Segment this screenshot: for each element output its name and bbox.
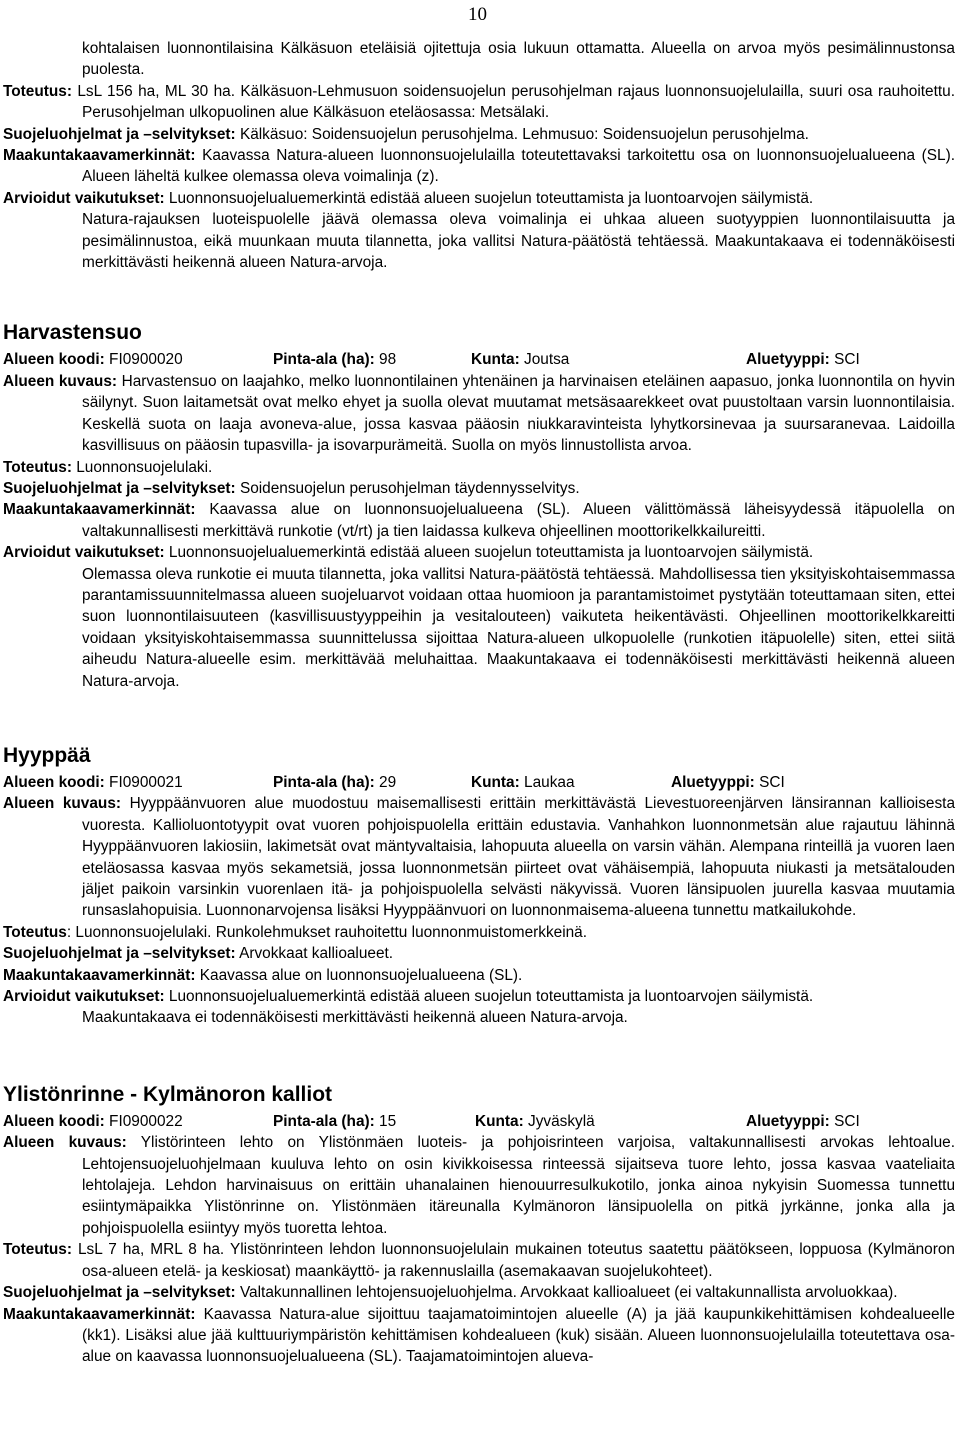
maakunta-label: Maakuntakaavamerkinnät: bbox=[3, 1305, 196, 1323]
maakunta-label: Maakuntakaavamerkinnät: bbox=[3, 147, 196, 165]
toteutus-text: LsL 156 ha, ML 30 ha. Kälkäsuon-Lehmusuon soidensuojelun perusohjelman rajaus luonnonsuojelulailla, suuri osa rauhoitettu. Perusohjelman ulkopuolinen alue Kälkäsuon eteläosassa: Metsälaki. bbox=[77, 82, 955, 122]
toteutus-label: Toteutus: bbox=[3, 82, 72, 100]
toteutus-paragraph bbox=[3, 1239, 955, 1282]
toteutus-text: Luonnonsuojelulaki. bbox=[76, 458, 213, 476]
toteutus-text: LsL 7 ha, MRL 8 ha. Ylistönrinteen lehdon luonnonsuojelulain mukainen toteutus saatettu päätökseen, loppuosa (Kylmänoron osa-alueen etelä- ja keskiosat) maankäyttö- ja rakennuslailla (asemakaavan suojelukohteet). bbox=[78, 1241, 955, 1280]
pinta-label: Pinta-ala (ha): bbox=[273, 351, 375, 369]
toteutus-paragraph bbox=[3, 457, 955, 478]
suojelu-paragraph bbox=[3, 943, 955, 964]
kuvaus-label: Alueen kuvaus: bbox=[3, 795, 122, 813]
kuvaus-paragraph bbox=[3, 1132, 955, 1239]
arvio-text: Luonnonsuojelualuemerkintä edistää alueen suojelun toteuttamista ja luontoarvojen säilymistä. bbox=[168, 544, 814, 562]
arvio-cont-paragraph: Olemassa oleva runkotie ei muuta tilannetta, joka vallitsi Natura-päätöstä tehtäessä. Mahdollisessa tien yksityiskohtaisemmassa parantamissuunnitelmassa alueen suojeluarvot voidaan ottaa huomioon ja parantamistoimet pystytään toteuttamaan siten, ettei suon luonnontilaisuuteen (kasvillisuustyyppeihin ja vesitalouteen) vaikuteta heikentävästi. Ohjeellinen moottorikelkkareitti voidaan yksityiskohtaisemmassa suunnittelussa sijoittaa Natura-alueen ulkopuolelle (runkotien itäpuolelle) siten, ettei siitä aiheudu Natura-alueelle esim. merkittävää meluhaittaa. Maakuntakaava ei todennäköisesti merkittävästi heikennä alueen Natura-arvoja. bbox=[82, 565, 955, 690]
toteutus-label: Toteutus: bbox=[3, 1241, 72, 1259]
suojelu-text: Kälkäsuo: Soidensuojelun perusohjelma. Lehmusuo: Soidensuojelun perusohjelma. bbox=[239, 125, 809, 143]
tyyppi-value: SCI bbox=[834, 1112, 860, 1130]
site-meta-row bbox=[3, 349, 955, 370]
kunta-label: Kunta: bbox=[471, 351, 520, 369]
suojelu-label: Suojeluohjelmat ja –selvitykset: bbox=[3, 125, 236, 143]
maakunta-paragraph bbox=[3, 499, 955, 542]
arvio-paragraph bbox=[3, 542, 955, 563]
koodi-label: Alueen koodi: bbox=[3, 1112, 105, 1130]
koodi-label: Alueen koodi: bbox=[3, 351, 105, 369]
suojelu-paragraph bbox=[3, 1282, 955, 1303]
kunta-label: Kunta: bbox=[475, 1112, 524, 1130]
intro-maakunta bbox=[3, 145, 955, 188]
kuvaus-paragraph bbox=[3, 371, 955, 457]
tyyppi-value: SCI bbox=[834, 351, 860, 369]
kuvaus-text: Ylistörinteen lehto on Ylistönmäen luoteis- ja pohjoisrinteen varjoisa, valtakunnallisesti arvokas lehtoalue. Lehtojensuojeluohjelmaan kuuluva lehto on osin kivikkoisessa rinteessä sijaitseva tuore lehto, jossa kasvaa vaateliaita lehtolajeja. Lehdon harvinaisuus on erittäin uhanalainen hienouurresulkukotilo, jonka ainoa nykyisin Suomessa tunnettu esiintymäpaikka Ylistönrinne on. Ylistönmäen itäreunalla Kylmänoron länsipuolella on pitkä jyrkänne, jonka alla ja pohjoispuolella esiintyy myös tuoretta lehtoa. bbox=[82, 1134, 955, 1237]
toteutus-label: Toteutus bbox=[3, 923, 67, 941]
section-title: Ylistönrinne - Kylmänoron kalliot bbox=[3, 1082, 333, 1106]
maakunta-text: Kaavassa alue on luonnonsuojelualueena (SL). bbox=[199, 966, 523, 984]
suojelu-text: Soidensuojelun perusohjelman täydennysselvitys. bbox=[239, 479, 580, 497]
kunta-value: Laukaa bbox=[524, 773, 575, 791]
maakunta-paragraph bbox=[3, 1304, 955, 1368]
kuvaus-label: Alueen kuvaus: bbox=[3, 1134, 127, 1152]
tyyppi-value: SCI bbox=[759, 773, 785, 791]
toteutus-label: Toteutus: bbox=[3, 458, 72, 476]
arvio-label: Arvioidut vaikutukset: bbox=[3, 544, 165, 562]
suojelu-label: Suojeluohjelmat ja –selvitykset: bbox=[3, 945, 236, 963]
tyyppi-label: Aluetyyppi: bbox=[746, 351, 830, 369]
intro-suojelu bbox=[3, 124, 955, 145]
pinta-value: 15 bbox=[379, 1112, 397, 1130]
maakunta-label: Maakuntakaavamerkinnät: bbox=[3, 501, 196, 519]
suojelu-text: Valtakunnallinen lehtojensuojeluohjelma. Arvokkaat kallioalueet (ei valtakunnallista arvoluokkaa). bbox=[239, 1284, 898, 1302]
kuvaus-text: Hyyppäänvuoren alue muodostuu maisemallisesti erittäin merkittävästä Lievestuoreenjärven länsirannan kallioisesta vuoresta. Kallioluontotyypit ovat vuoren pohjoispuolella erittäin edustavia. Vanhahkon luonnonmetsän alue rajautuu lähinnä Hyyppäänvuoren lakiosiin, lakimetsät ovat mäntyvaltaisia, lahopuuta alueella on varsin vähän. Alempana rinteillä ja vuoren laen eteläosassa kasvaa myös sekametsiä, jossa luonnonmetsän piirteet ovat vähäisempiä, lahopuuta niukasti ja metsätalouden jäljet paikoin varsinkin vuorenlaen itä- ja pohjoispuolella selvästi näkyvissä. Vuoren länsipuolen juurella kasvaa muutamia runsaslahopuisia. Luonnonarvojensa lisäksi Hyyppäänvuori on luonnonmaisema-alueena tunnettu matkailukohde. bbox=[82, 795, 956, 920]
kunta-value: Joutsa bbox=[524, 351, 570, 369]
kuvaus-label: Alueen kuvaus: bbox=[3, 372, 118, 390]
koodi-value: FI0900021 bbox=[109, 773, 183, 791]
koodi-label: Alueen koodi: bbox=[3, 773, 105, 791]
koodi-value: FI0900020 bbox=[109, 351, 183, 369]
koodi-value: FI0900022 bbox=[109, 1112, 183, 1130]
arvio-text: Luonnonsuojelualuemerkintä edistää alueen suojelun toteuttamista ja luontoarvojen säilymistä. bbox=[168, 988, 814, 1006]
section-hyyppaa bbox=[3, 743, 955, 1029]
kunta-label: Kunta: bbox=[471, 773, 520, 791]
maakunta-label: Maakuntakaavamerkinnät: bbox=[3, 966, 196, 984]
kuvaus-paragraph bbox=[3, 793, 955, 921]
maakunta-text: Kaavassa Natura-alue sijoittuu taajamatoimintojen alueelle (A) ja jää kaupunkikehittämisen kohdealueelle (kk1). Lisäksi alue jää kulttuuriympäristön kehittämisen kohdealueen (kuk) sisään. Alueen luonnonsuojelulailla toteutettava osa-alue on kaavassa luonnonsuojelualueena (SL). Taajamatoimintojen alueva- bbox=[82, 1305, 955, 1366]
suojelu-paragraph bbox=[3, 478, 955, 499]
maakunta-paragraph bbox=[3, 965, 955, 986]
intro-section bbox=[3, 38, 955, 273]
suojelu-text: Arvokkaat kallioalueet. bbox=[239, 945, 394, 963]
maakunta-text: Kaavassa Natura-alueen luonnonsuojelulailla toteutettavaksi tarkoitettu osa on luonnonsuojelualueena (SL). Alueen läheltä kulkee olemassa oleva voimalinja (z). bbox=[82, 147, 955, 186]
pinta-label: Pinta-ala (ha): bbox=[273, 1112, 375, 1130]
section-harvastensuo bbox=[3, 320, 955, 692]
section-title: Harvastensuo bbox=[3, 321, 142, 345]
tyyppi-label: Aluetyyppi: bbox=[746, 1112, 830, 1130]
intro-arvio bbox=[3, 188, 955, 209]
arvio-label: Arvioidut vaikutukset: bbox=[3, 988, 165, 1006]
arvio-text: Luonnonsuojelualuemerkintä edistää alueen suojelun toteuttamista ja luontoarvojen säilymistä. bbox=[168, 189, 814, 207]
document-body bbox=[3, 38, 955, 1368]
intro-arvio-cont: Natura-rajauksen luoteispuolelle jäävä olemassa oleva voimalinja ei uhkaa alueen suotyyppien luonnontilaisuutta ja pesimälinnustoa, eikä muunkaan muuta tilannetta, joka vallitsi Natura-päätöstä tehtäessä. Maakuntakaava ei todennäköisesti merkittävästi heikennä alueen Natura-arvoja. bbox=[82, 211, 955, 272]
pinta-label: Pinta-ala (ha): bbox=[273, 773, 375, 791]
kunta-value: Jyväskylä bbox=[528, 1112, 595, 1130]
intro-toteutus bbox=[3, 81, 955, 124]
suojelu-label: Suojeluohjelmat ja –selvitykset: bbox=[3, 1284, 236, 1302]
section-title: Hyyppää bbox=[3, 743, 91, 767]
tyyppi-label: Aluetyyppi: bbox=[671, 773, 755, 791]
pinta-value: 98 bbox=[379, 351, 397, 369]
arvio-paragraph bbox=[3, 986, 955, 1007]
toteutus-text: : Luonnonsuojelulaki. Runkolehmukset rauhoitettu luonnonmuistomerkkeinä. bbox=[66, 923, 588, 941]
site-meta-row bbox=[3, 1111, 955, 1132]
page-number: 10 bbox=[468, 4, 487, 25]
site-meta-row bbox=[3, 772, 955, 793]
section-ylistonrinne bbox=[3, 1082, 955, 1368]
maakunta-text: Kaavassa alue on luonnonsuojelualueena (SL). Alueen välittömässä läheisyydessä itäpuolella on valtakunnallisesti merkittävä runkotie (vt/rt) ja tien laidassa kulkeva ohjeellinen moottorikelkkailureitti. bbox=[82, 501, 955, 540]
pinta-value: 29 bbox=[379, 773, 397, 791]
kuvaus-text: Harvastensuo on laajahko, melko luonnontilainen yhtenäinen ja harvinaisen eteläinen aapasuo, jonka luonnontila on hyvin säilynyt. Suon laitametsät ovat melko ehyet ja suolla olevat muutamat metsäsaarekkeet ovat puustoltaan varsin luonnontilaisia. Keskellä suota on laaja avoneva-alue, jossa kasvaa pääosin niukkaravinteista lyhytkorsinevaa ja suursaranevaa. Laidoilla kasvillisuus on pääosin tupasvilla- ja isovarpurämeitä. Suolla on myös linnustollista arvoa. bbox=[82, 372, 955, 455]
toteutus-paragraph bbox=[3, 922, 955, 943]
suojelu-label: Suojeluohjelmat ja –selvitykset: bbox=[3, 479, 236, 497]
arvio-cont-paragraph: Maakuntakaava ei todennäköisesti merkittävästi heikennä alueen Natura-arvoja. bbox=[82, 1009, 628, 1027]
intro-lead-text: kohtalaisen luonnontilaisina Kälkäsuon eteläisiä ojitettuja osia lukuun ottamatta. Alueella on arvoa myös pesimälinnustonsa puolesta. bbox=[82, 40, 955, 79]
arvio-label: Arvioidut vaikutukset: bbox=[3, 189, 165, 207]
